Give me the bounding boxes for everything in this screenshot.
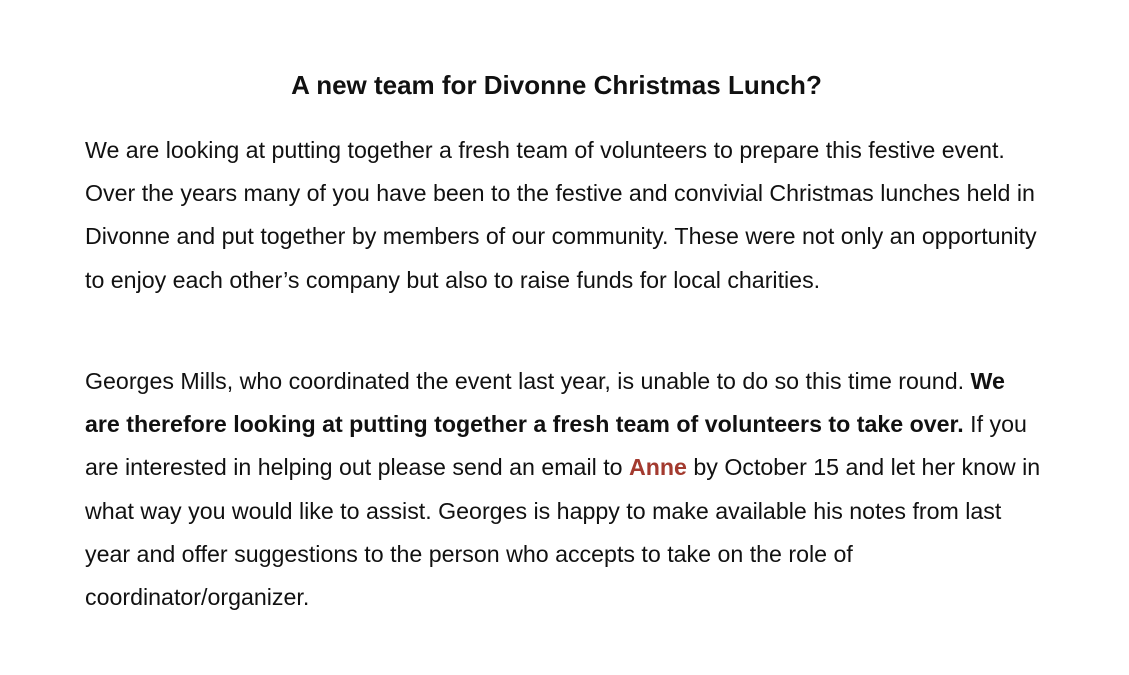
- paragraph-volunteers-after-link: by October 15 and let her know in what way you would like to assist. Georges is happy to make available his notes from last year and offer suggestions to the person who accepts to take on the role of coordinator/organizer.: [85, 454, 1041, 611]
- page-title: A new team for Divonne Christmas Lunch?: [291, 70, 822, 100]
- paragraph-intro: We are looking at putting together a fresh team of volunteers to prepare this festive event. Over the years many of you have been to the festive and convivial Christmas lunches held in Divonne and put together by members of our community. These were not only an opportunity to enjoy each other’s company but also to raise funds for local charities.: [85, 137, 1037, 293]
- paragraph-volunteers-bold: We are therefore looking at putting together a fresh team of volunteers to take over.: [85, 368, 1005, 438]
- paragraph-volunteers: [85, 360, 1045, 619]
- email-anne-link[interactable]: Anne: [628, 454, 687, 481]
- paragraph-volunteers-intro: Georges Mills, who coordinated the event last year, is unable to do so this time round.: [85, 368, 971, 394]
- paragraph-volunteers-before-link: If you are interested in helping out please send an email to: [85, 411, 1027, 481]
